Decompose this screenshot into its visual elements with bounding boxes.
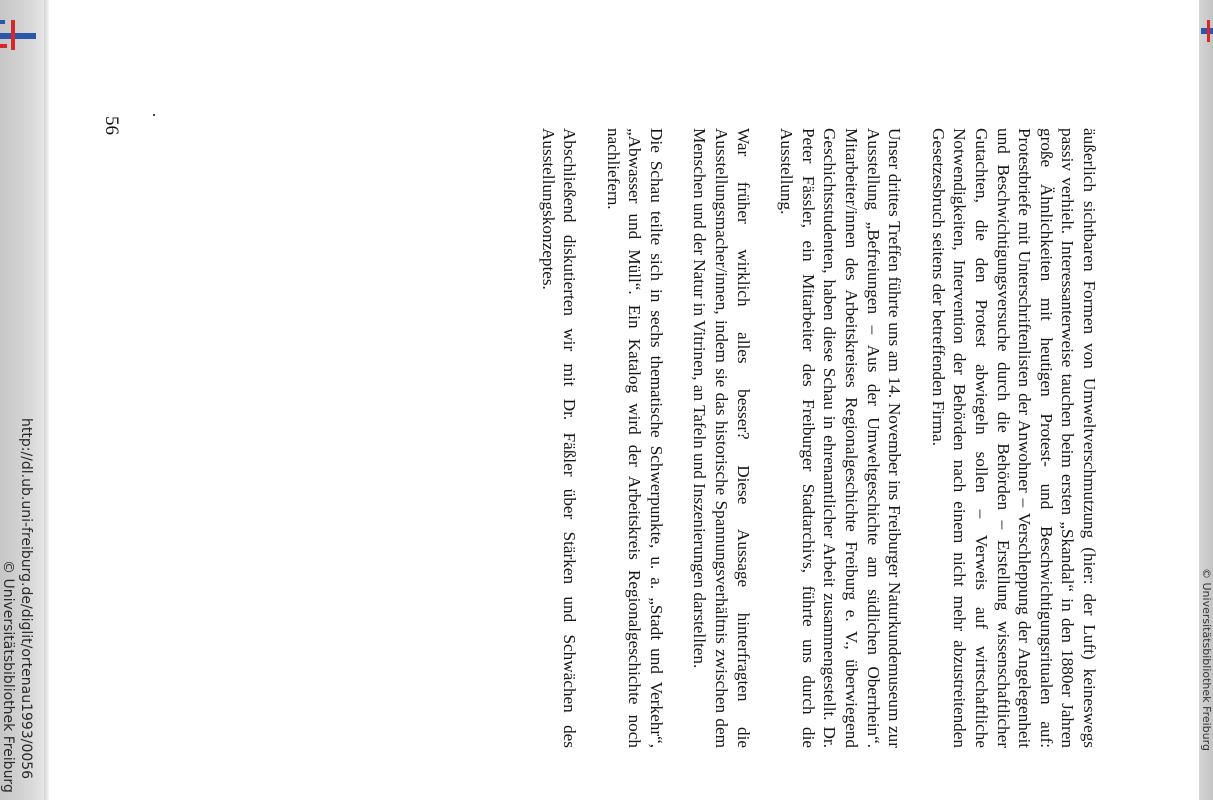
left-margin-shadow xyxy=(44,0,49,800)
page-number: 56 xyxy=(101,116,122,135)
page-body-text xyxy=(515,128,1100,748)
paragraph: Abschließend diskutierten wir mit Dr. Fäßler über Stärken und Schwächen des Ausstellungskonzeptes. xyxy=(538,128,580,748)
paragraph: War früher wirklich alles besser? Diese Aussage hinterfragten die Ausstellungsmacher/innen, indem sie das historische Spannungsverhältnis zwischen dem Menschen und der Natur in Vitrinen, an Tafeln und Inszenierungen darstellten. xyxy=(690,128,753,748)
paragraph: Die Schau teilte sich in sechs thematische Schwerpunkte, u. a. „Stadt und Verkehr“, „Abwasser und Müll“. Ein Katalog wird der Arbeitskreis Regionalgeschichte noch nachliefern. xyxy=(603,128,666,748)
copyright-notice: © Universitätsbibliothek Freiburg xyxy=(0,560,16,793)
library-logo-icon xyxy=(0,20,36,50)
scan-speck xyxy=(153,114,155,116)
paragraph: Unser drittes Treffen führte uns am 14. November ins Freiburger Naturkundemuseum zur Ausstellung „Befreiungen – Aus der Umweltgeschichte am südlichen Oberrhein“. Mitarbeiter/innen des Arbeitskreises Regionalgeschichte Freiburg e. V., überwiegend Geschichtsstudenten, haben diese Schau in ehrenamtlicher Arbeit zusammengestellt. Dr. Peter Fässler, ein Mitarbeiter des Freiburger Stadtarchivs, führte uns durch die Ausstellung. xyxy=(777,128,905,748)
paragraph: äußerlich sichtbaren Formen von Umweltverschmutzung (hier: der Luft) keineswegs passiv verhielt. Interessanterweise tauchen beim ersten „Skandal“ in den 1880er Jahren große Ähnlichkeiten mit heutigen Protest- und Beschwichtigungsritualen auf: Protestbriefe mit Unterschriftenlisten der Anwohner – Verschleppung der Angelegenheit und Beschwichtigungsversuche durch die Behörden – Erstellung wissenschaftlicher Gutachten, die den Protest abwiegeln sollen – Verweis auf wirtschaftliche Notwendigkeiten, Intervention der Behörden nach einem nicht mehr abzustreitenden Gesetzesbruch seitens der betreffenden Firma. xyxy=(928,128,1099,748)
library-logo-icon xyxy=(1199,20,1213,42)
right-edge-copyright: © Universitätsbibliothek Freiburg xyxy=(1200,568,1213,751)
source-url[interactable]: http://dl.ub.uni-freiburg.de/diglit/ortenau1993/0056 xyxy=(18,418,34,780)
